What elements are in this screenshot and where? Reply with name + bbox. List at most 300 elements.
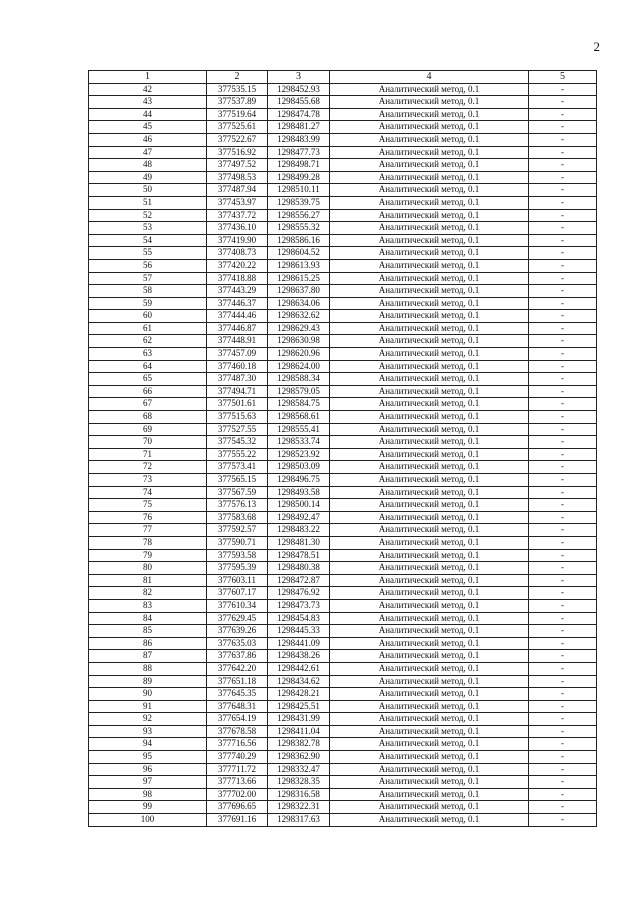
y-coordinate-cell: 1298523.92 [268, 448, 330, 461]
point-number-cell: 83 [89, 599, 207, 612]
point-number-cell: 71 [89, 448, 207, 461]
point-number-cell: 80 [89, 562, 207, 575]
x-coordinate-cell: 377645.35 [207, 688, 268, 701]
method-cell: Аналитический метод, 0.1 [330, 209, 529, 222]
method-cell: Аналитический метод, 0.1 [330, 662, 529, 675]
point-number-cell: 53 [89, 222, 207, 235]
point-number-cell: 74 [89, 486, 207, 499]
method-cell: Аналитический метод, 0.1 [330, 297, 529, 310]
point-number-cell: 96 [89, 763, 207, 776]
x-coordinate-cell: 377642.20 [207, 662, 268, 675]
table-row [89, 285, 597, 298]
y-coordinate-cell: 1298637.80 [268, 285, 330, 298]
x-coordinate-cell: 377516.92 [207, 146, 268, 159]
x-coordinate-cell: 377497.52 [207, 159, 268, 172]
x-coordinate-cell: 377696.65 [207, 801, 268, 814]
method-cell: Аналитический метод, 0.1 [330, 322, 529, 335]
point-number-cell: 65 [89, 373, 207, 386]
table-row [89, 83, 597, 96]
point-number-cell: 67 [89, 398, 207, 411]
y-coordinate-cell: 1298474.78 [268, 108, 330, 121]
table-row [89, 499, 597, 512]
y-coordinate-cell: 1298431.99 [268, 713, 330, 726]
point-number-cell: 99 [89, 801, 207, 814]
method-cell: Аналитический метод, 0.1 [330, 411, 529, 424]
note-cell: - [529, 96, 597, 109]
x-coordinate-cell: 377607.17 [207, 587, 268, 600]
note-cell: - [529, 675, 597, 688]
table-row [89, 448, 597, 461]
note-cell: - [529, 398, 597, 411]
y-coordinate-cell: 1298480.38 [268, 562, 330, 575]
table-row [89, 247, 597, 260]
note-cell: - [529, 448, 597, 461]
note-cell: - [529, 121, 597, 134]
y-coordinate-cell: 1298496.75 [268, 474, 330, 487]
note-cell: - [529, 411, 597, 424]
table-row [89, 474, 597, 487]
point-number-cell: 81 [89, 574, 207, 587]
table-row [89, 209, 597, 222]
point-number-cell: 42 [89, 83, 207, 96]
method-cell: Аналитический метод, 0.1 [330, 373, 529, 386]
x-coordinate-cell: 377487.94 [207, 184, 268, 197]
table-row [89, 322, 597, 335]
table-row [89, 171, 597, 184]
point-number-cell: 56 [89, 259, 207, 272]
x-coordinate-cell: 377419.90 [207, 234, 268, 247]
method-cell: Аналитический метод, 0.1 [330, 499, 529, 512]
x-coordinate-cell: 377525.61 [207, 121, 268, 134]
y-coordinate-cell: 1298362.90 [268, 751, 330, 764]
table-row [89, 348, 597, 361]
y-coordinate-cell: 1298476.92 [268, 587, 330, 600]
y-coordinate-cell: 1298493.58 [268, 486, 330, 499]
method-cell: Аналитический метод, 0.1 [330, 637, 529, 650]
x-coordinate-cell: 377515.63 [207, 411, 268, 424]
table-row [89, 486, 597, 499]
table-row [89, 612, 597, 625]
note-cell: - [529, 234, 597, 247]
x-coordinate-cell: 377592.57 [207, 524, 268, 537]
x-coordinate-cell: 377639.26 [207, 625, 268, 638]
y-coordinate-cell: 1298483.99 [268, 133, 330, 146]
note-cell: - [529, 108, 597, 121]
table-row [89, 599, 597, 612]
y-coordinate-cell: 1298492.47 [268, 511, 330, 524]
point-number-cell: 63 [89, 348, 207, 361]
y-coordinate-cell: 1298483.22 [268, 524, 330, 537]
table-row [89, 411, 597, 424]
method-cell: Аналитический метод, 0.1 [330, 310, 529, 323]
point-number-cell: 47 [89, 146, 207, 159]
point-number-cell: 60 [89, 310, 207, 323]
y-coordinate-cell: 1298317.63 [268, 814, 330, 827]
method-cell: Аналитический метод, 0.1 [330, 171, 529, 184]
method-cell: Аналитический метод, 0.1 [330, 524, 529, 537]
note-cell: - [529, 549, 597, 562]
x-coordinate-cell: 377457.09 [207, 348, 268, 361]
y-coordinate-cell: 1298438.26 [268, 650, 330, 663]
note-cell: - [529, 209, 597, 222]
x-coordinate-cell: 377702.00 [207, 788, 268, 801]
note-cell: - [529, 499, 597, 512]
y-coordinate-cell: 1298503.09 [268, 461, 330, 474]
note-cell: - [529, 650, 597, 663]
method-cell: Аналитический метод, 0.1 [330, 486, 529, 499]
table-row [89, 159, 597, 172]
method-cell: Аналитический метод, 0.1 [330, 562, 529, 575]
y-coordinate-cell: 1298477.73 [268, 146, 330, 159]
table-row [89, 675, 597, 688]
point-number-cell: 52 [89, 209, 207, 222]
method-cell: Аналитический метод, 0.1 [330, 461, 529, 474]
x-coordinate-cell: 377713.66 [207, 776, 268, 789]
method-cell: Аналитический метод, 0.1 [330, 259, 529, 272]
x-coordinate-cell: 377545.32 [207, 436, 268, 449]
method-cell: Аналитический метод, 0.1 [330, 184, 529, 197]
method-cell: Аналитический метод, 0.1 [330, 108, 529, 121]
method-cell: Аналитический метод, 0.1 [330, 599, 529, 612]
table-row [89, 360, 597, 373]
x-coordinate-cell: 377498.53 [207, 171, 268, 184]
table-row [89, 713, 597, 726]
y-coordinate-cell: 1298624.00 [268, 360, 330, 373]
table-row [89, 511, 597, 524]
method-cell: Аналитический метод, 0.1 [330, 511, 529, 524]
table-row [89, 814, 597, 827]
method-cell: Аналитический метод, 0.1 [330, 700, 529, 713]
y-coordinate-cell: 1298586.16 [268, 234, 330, 247]
point-number-cell: 70 [89, 436, 207, 449]
table-row [89, 423, 597, 436]
note-cell: - [529, 637, 597, 650]
method-cell: Аналитический метод, 0.1 [330, 738, 529, 751]
x-coordinate-cell: 377519.64 [207, 108, 268, 121]
point-number-cell: 87 [89, 650, 207, 663]
y-coordinate-cell: 1298332.47 [268, 763, 330, 776]
table-row [89, 725, 597, 738]
note-cell: - [529, 423, 597, 436]
note-cell: - [529, 373, 597, 386]
x-coordinate-cell: 377565.15 [207, 474, 268, 487]
note-cell: - [529, 788, 597, 801]
note-cell: - [529, 700, 597, 713]
method-cell: Аналитический метод, 0.1 [330, 612, 529, 625]
y-coordinate-cell: 1298441.09 [268, 637, 330, 650]
note-cell: - [529, 171, 597, 184]
y-coordinate-cell: 1298632.62 [268, 310, 330, 323]
point-number-cell: 50 [89, 184, 207, 197]
x-coordinate-cell: 377648.31 [207, 700, 268, 713]
x-coordinate-cell: 377691.16 [207, 814, 268, 827]
point-number-cell: 58 [89, 285, 207, 298]
table-row [89, 574, 597, 587]
point-number-cell: 100 [89, 814, 207, 827]
method-cell: Аналитический метод, 0.1 [330, 474, 529, 487]
table-row [89, 650, 597, 663]
y-coordinate-cell: 1298499.28 [268, 171, 330, 184]
note-cell: - [529, 587, 597, 600]
x-coordinate-cell: 377448.91 [207, 335, 268, 348]
point-number-cell: 72 [89, 461, 207, 474]
note-cell: - [529, 776, 597, 789]
method-cell: Аналитический метод, 0.1 [330, 133, 529, 146]
method-cell: Аналитический метод, 0.1 [330, 650, 529, 663]
y-coordinate-cell: 1298613.93 [268, 259, 330, 272]
table-row [89, 549, 597, 562]
table-row [89, 700, 597, 713]
method-cell: Аналитический метод, 0.1 [330, 587, 529, 600]
y-coordinate-cell: 1298445.33 [268, 625, 330, 638]
method-cell: Аналитический метод, 0.1 [330, 234, 529, 247]
y-coordinate-cell: 1298472.87 [268, 574, 330, 587]
method-cell: Аналитический метод, 0.1 [330, 788, 529, 801]
table-row [89, 751, 597, 764]
point-number-cell: 49 [89, 171, 207, 184]
x-coordinate-cell: 377583.68 [207, 511, 268, 524]
table-row [89, 524, 597, 537]
note-cell: - [529, 814, 597, 827]
y-coordinate-cell: 1298634.06 [268, 297, 330, 310]
y-coordinate-cell: 1298568.61 [268, 411, 330, 424]
y-coordinate-cell: 1298604.52 [268, 247, 330, 260]
y-coordinate-cell: 1298615.25 [268, 272, 330, 285]
x-coordinate-cell: 377590.71 [207, 536, 268, 549]
table-row [89, 272, 597, 285]
table-row [89, 259, 597, 272]
coordinates-table [88, 70, 597, 827]
note-cell: - [529, 524, 597, 537]
column-header: 2 [207, 71, 268, 84]
method-cell: Аналитический метод, 0.1 [330, 713, 529, 726]
point-number-cell: 64 [89, 360, 207, 373]
table-row [89, 788, 597, 801]
x-coordinate-cell: 377567.59 [207, 486, 268, 499]
point-number-cell: 48 [89, 159, 207, 172]
column-header: 3 [268, 71, 330, 84]
x-coordinate-cell: 377603.11 [207, 574, 268, 587]
point-number-cell: 73 [89, 474, 207, 487]
method-cell: Аналитический метод, 0.1 [330, 814, 529, 827]
method-cell: Аналитический метод, 0.1 [330, 96, 529, 109]
x-coordinate-cell: 377418.88 [207, 272, 268, 285]
y-coordinate-cell: 1298629.43 [268, 322, 330, 335]
note-cell: - [529, 801, 597, 814]
point-number-cell: 97 [89, 776, 207, 789]
x-coordinate-cell: 377408.73 [207, 247, 268, 260]
point-number-cell: 43 [89, 96, 207, 109]
method-cell: Аналитический метод, 0.1 [330, 625, 529, 638]
y-coordinate-cell: 1298500.14 [268, 499, 330, 512]
x-coordinate-cell: 377576.13 [207, 499, 268, 512]
table-row [89, 335, 597, 348]
method-cell: Аналитический метод, 0.1 [330, 776, 529, 789]
point-number-cell: 91 [89, 700, 207, 713]
point-number-cell: 55 [89, 247, 207, 260]
method-cell: Аналитический метод, 0.1 [330, 423, 529, 436]
table-row [89, 776, 597, 789]
method-cell: Аналитический метод, 0.1 [330, 196, 529, 209]
point-number-cell: 45 [89, 121, 207, 134]
x-coordinate-cell: 377527.55 [207, 423, 268, 436]
note-cell: - [529, 272, 597, 285]
note-cell: - [529, 474, 597, 487]
method-cell: Аналитический метод, 0.1 [330, 360, 529, 373]
method-cell: Аналитический метод, 0.1 [330, 348, 529, 361]
table-row [89, 108, 597, 121]
point-number-cell: 76 [89, 511, 207, 524]
note-cell: - [529, 247, 597, 260]
note-cell: - [529, 360, 597, 373]
table-row [89, 436, 597, 449]
method-cell: Аналитический метод, 0.1 [330, 83, 529, 96]
method-cell: Аналитический метод, 0.1 [330, 549, 529, 562]
y-coordinate-cell: 1298556.27 [268, 209, 330, 222]
point-number-cell: 68 [89, 411, 207, 424]
note-cell: - [529, 436, 597, 449]
y-coordinate-cell: 1298473.73 [268, 599, 330, 612]
y-coordinate-cell: 1298620.96 [268, 348, 330, 361]
method-cell: Аналитический метод, 0.1 [330, 121, 529, 134]
y-coordinate-cell: 1298510.11 [268, 184, 330, 197]
x-coordinate-cell: 377711.72 [207, 763, 268, 776]
note-cell: - [529, 486, 597, 499]
note-cell: - [529, 335, 597, 348]
note-cell: - [529, 725, 597, 738]
point-number-cell: 46 [89, 133, 207, 146]
note-cell: - [529, 159, 597, 172]
method-cell: Аналитический метод, 0.1 [330, 448, 529, 461]
x-coordinate-cell: 377593.58 [207, 549, 268, 562]
method-cell: Аналитический метод, 0.1 [330, 763, 529, 776]
table-row [89, 662, 597, 675]
note-cell: - [529, 259, 597, 272]
column-header: 1 [89, 71, 207, 84]
method-cell: Аналитический метод, 0.1 [330, 146, 529, 159]
point-number-cell: 82 [89, 587, 207, 600]
point-number-cell: 95 [89, 751, 207, 764]
point-number-cell: 62 [89, 335, 207, 348]
point-number-cell: 51 [89, 196, 207, 209]
point-number-cell: 61 [89, 322, 207, 335]
table-row [89, 637, 597, 650]
method-cell: Аналитический метод, 0.1 [330, 536, 529, 549]
table-row [89, 146, 597, 159]
table-row [89, 801, 597, 814]
x-coordinate-cell: 377610.34 [207, 599, 268, 612]
method-cell: Аналитический метод, 0.1 [330, 436, 529, 449]
y-coordinate-cell: 1298584.75 [268, 398, 330, 411]
table-row [89, 121, 597, 134]
x-coordinate-cell: 377436.10 [207, 222, 268, 235]
table-row [89, 96, 597, 109]
x-coordinate-cell: 377446.37 [207, 297, 268, 310]
x-coordinate-cell: 377522.67 [207, 133, 268, 146]
y-coordinate-cell: 1298539.75 [268, 196, 330, 209]
method-cell: Аналитический метод, 0.1 [330, 285, 529, 298]
table-row [89, 373, 597, 386]
method-cell: Аналитический метод, 0.1 [330, 335, 529, 348]
note-cell: - [529, 285, 597, 298]
y-coordinate-cell: 1298498.71 [268, 159, 330, 172]
method-cell: Аналитический метод, 0.1 [330, 751, 529, 764]
note-cell: - [529, 461, 597, 474]
method-cell: Аналитический метод, 0.1 [330, 247, 529, 260]
x-coordinate-cell: 377446.87 [207, 322, 268, 335]
page-number: 2 [593, 39, 600, 54]
note-cell: - [529, 562, 597, 575]
method-cell: Аналитический метод, 0.1 [330, 725, 529, 738]
table-header-row [89, 71, 597, 84]
point-number-cell: 59 [89, 297, 207, 310]
y-coordinate-cell: 1298481.30 [268, 536, 330, 549]
note-cell: - [529, 688, 597, 701]
method-cell: Аналитический метод, 0.1 [330, 222, 529, 235]
x-coordinate-cell: 377535.15 [207, 83, 268, 96]
y-coordinate-cell: 1298316.58 [268, 788, 330, 801]
table-row [89, 738, 597, 751]
point-number-cell: 94 [89, 738, 207, 751]
note-cell: - [529, 385, 597, 398]
point-number-cell: 90 [89, 688, 207, 701]
table-row [89, 625, 597, 638]
point-number-cell: 89 [89, 675, 207, 688]
method-cell: Аналитический метод, 0.1 [330, 801, 529, 814]
x-coordinate-cell: 377494.71 [207, 385, 268, 398]
note-cell: - [529, 625, 597, 638]
x-coordinate-cell: 377453.97 [207, 196, 268, 209]
note-cell: - [529, 348, 597, 361]
y-coordinate-cell: 1298322.31 [268, 801, 330, 814]
table-row [89, 222, 597, 235]
y-coordinate-cell: 1298382.78 [268, 738, 330, 751]
table-body [89, 83, 597, 826]
x-coordinate-cell: 377654.19 [207, 713, 268, 726]
table-row [89, 536, 597, 549]
table-row [89, 310, 597, 323]
y-coordinate-cell: 1298588.34 [268, 373, 330, 386]
note-cell: - [529, 574, 597, 587]
note-cell: - [529, 83, 597, 96]
table-row [89, 196, 597, 209]
note-cell: - [529, 751, 597, 764]
column-header: 4 [330, 71, 529, 84]
note-cell: - [529, 713, 597, 726]
x-coordinate-cell: 377437.72 [207, 209, 268, 222]
y-coordinate-cell: 1298328.35 [268, 776, 330, 789]
y-coordinate-cell: 1298533.74 [268, 436, 330, 449]
note-cell: - [529, 146, 597, 159]
table-row [89, 398, 597, 411]
point-number-cell: 66 [89, 385, 207, 398]
point-number-cell: 77 [89, 524, 207, 537]
x-coordinate-cell: 377629.45 [207, 612, 268, 625]
point-number-cell: 54 [89, 234, 207, 247]
method-cell: Аналитический метод, 0.1 [330, 385, 529, 398]
x-coordinate-cell: 377487.30 [207, 373, 268, 386]
x-coordinate-cell: 377443.29 [207, 285, 268, 298]
table-row [89, 234, 597, 247]
note-cell: - [529, 184, 597, 197]
note-cell: - [529, 662, 597, 675]
x-coordinate-cell: 377573.41 [207, 461, 268, 474]
table-row [89, 461, 597, 474]
x-coordinate-cell: 377678.58 [207, 725, 268, 738]
x-coordinate-cell: 377460.18 [207, 360, 268, 373]
point-number-cell: 57 [89, 272, 207, 285]
point-number-cell: 69 [89, 423, 207, 436]
